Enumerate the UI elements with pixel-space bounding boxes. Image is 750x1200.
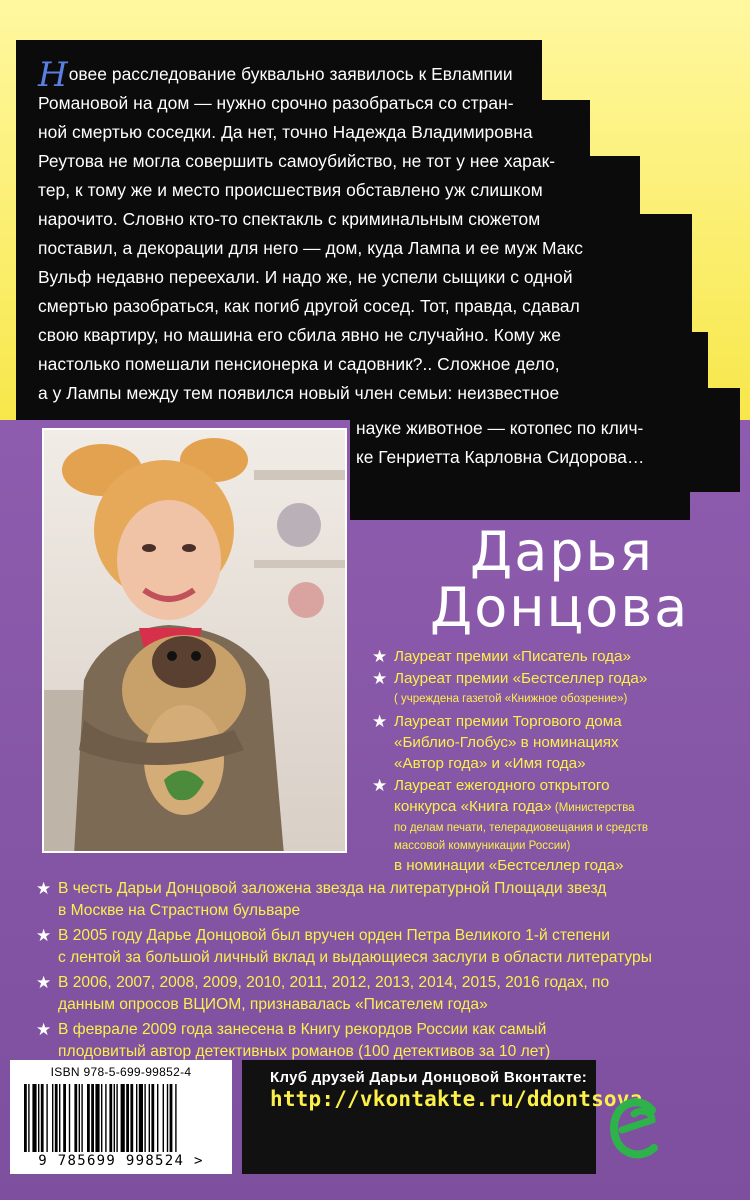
annotation-line: настолько помешали пенсионерка и садовник?.. Сложное дело, <box>38 354 560 374</box>
barcode-digits: 9 785699 998524 > <box>38 1153 204 1169</box>
annotation-line: Новее расследование буквально заявилось к Евлампии <box>38 55 513 95</box>
award-item: ★ Лауреат премии «Писатель года» <box>372 647 631 666</box>
annotation-line: Реутова не могла совершить самоубийство, не тот у нее харак- <box>38 151 556 171</box>
award-item: ★ Лауреат премии «Бестселлер года» ( учреждена газетой «Книжное обозрение») <box>372 668 742 710</box>
author-with-pug-illustration <box>44 430 347 853</box>
fact-item: ★ В честь Дарьи Донцовой заложена звезда на литературной Площади звезд в Москве на Страстном бульваре <box>36 879 607 919</box>
annotation-line: Вульф недавно переехали. И надо же, не успели сыщики с одной <box>38 267 573 287</box>
drop-cap: Н <box>38 55 68 95</box>
award-note: ( учреждена газетой «Книжное обозрение») <box>394 693 628 705</box>
star-icon: ★ <box>372 712 388 731</box>
star-icon: ★ <box>372 647 388 666</box>
star-icon: ★ <box>372 669 388 688</box>
award-item: ★ Лауреат ежегодного открытого конкурса «Книга года» (Министерства по делам печати, телерадиовещания и средств массовой коммуникации России) в номинации «Бестселлер года» <box>372 776 648 874</box>
awards-list <box>372 646 742 877</box>
annotation-line: свою квартиру, но машина его сбила явно не случайно. Кому же <box>38 325 561 345</box>
annotation-line: ке Генриетта Карловна Сидорова… <box>356 447 645 467</box>
annotation-line: ной смертью соседки. Да нет, точно Надежда Владимировна <box>38 122 533 142</box>
star-icon: ★ <box>36 1020 52 1039</box>
author-last-name: Донцова <box>430 576 690 639</box>
annotation-line: нарочито. Словно кто-то спектакль с криминальным сюжетом <box>38 209 541 229</box>
vk-club-link[interactable]: http://vkontakte.ru/ddontsova <box>270 1087 643 1111</box>
vk-club-label: Клуб друзей Дарьи Донцовой Вконтакте: <box>270 1069 588 1086</box>
fact-item: ★ В 2005 году Дарье Донцовой был вручен орден Петра Великого 1-й степени с лентой за большой личный вклад и выдающиеся заслуги в области литературы <box>36 926 652 966</box>
star-icon: ★ <box>372 776 388 795</box>
fact-item: ★ В феврале 2009 года занесена в Книгу рекордов России как самый плодовитый автор детективных романов (100 детективов за 10 лет) <box>36 1020 551 1060</box>
annotation-line: а у Лампы между тем появился новый член семьи: неизвестное <box>38 383 560 403</box>
author-photo <box>42 428 347 853</box>
barcode-panel <box>10 1060 232 1174</box>
annotation-line: науке животное — котопес по клич- <box>356 418 644 438</box>
fact-item: ★ В 2006, 2007, 2008, 2009, 2010, 2011, 2012, 2013, 2014, 2015, 2016 годах, по данным опросов ВЦИОМ, признавалась «Писателем года» <box>36 973 610 1013</box>
facts-list <box>36 878 736 1066</box>
annotation-text <box>38 55 678 408</box>
isbn-label: ISBN 978-5-699-99852-4 <box>50 1065 192 1079</box>
annotation-tail <box>356 414 644 472</box>
star-icon: ★ <box>36 926 52 945</box>
annotation-line: Романовой на дом — нужно срочно разобраться со стран- <box>38 93 514 113</box>
star-icon: ★ <box>36 973 52 992</box>
author-first-name: Дарья <box>470 520 654 583</box>
annotation-line: тер, к тому же и место происшествия обставлено уж слишком <box>38 180 543 200</box>
author-name <box>430 520 690 639</box>
award-item: ★ Лауреат премии Торгового дома «Библио-Глобус» в номинациях «Автор года» и «Имя года» <box>372 712 622 772</box>
annotation-line: поставил, а декорации для него — дом, куда Лампа и ее муж Макс <box>38 238 584 258</box>
annotation-line: смертью разобраться, как погиб другой сосед. Тот, правда, сдавал <box>38 296 580 316</box>
star-icon: ★ <box>36 879 52 898</box>
publisher-logo-icon <box>608 1090 668 1168</box>
